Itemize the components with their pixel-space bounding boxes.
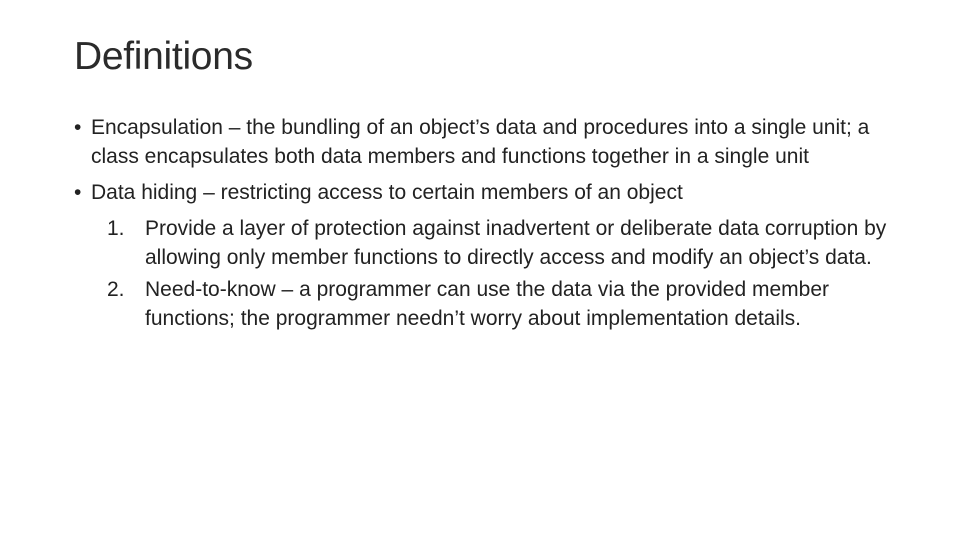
item-text: Need-to-know – a programmer can use the data via the provided member functions; the programmer needn’t worry about implementation details.: [145, 278, 830, 330]
slide-body: [74, 113, 904, 336]
numbered-item-need-to-know: [74, 275, 904, 333]
slide-title: Definitions: [74, 35, 253, 78]
bullet-data-hiding: [74, 178, 904, 207]
bullet-marker: •: [74, 116, 82, 139]
item-number: 1.: [107, 217, 125, 240]
bullet-marker: •: [74, 181, 82, 204]
numbered-list: [74, 214, 904, 333]
bullet-text: Data hiding – restricting access to certain members of an object: [91, 181, 683, 204]
item-text: Provide a layer of protection against inadvertent or deliberate data corruption by allowing only member functions to directly access and modify an object’s data.: [145, 217, 887, 269]
item-number: 2.: [107, 278, 125, 301]
numbered-item-protection: [74, 214, 904, 272]
bullet-encapsulation: [74, 113, 904, 171]
bullet-text: Encapsulation – the bundling of an object’s data and procedures into a single unit; a class encapsulates both data members and functions together in a single unit: [91, 116, 870, 168]
